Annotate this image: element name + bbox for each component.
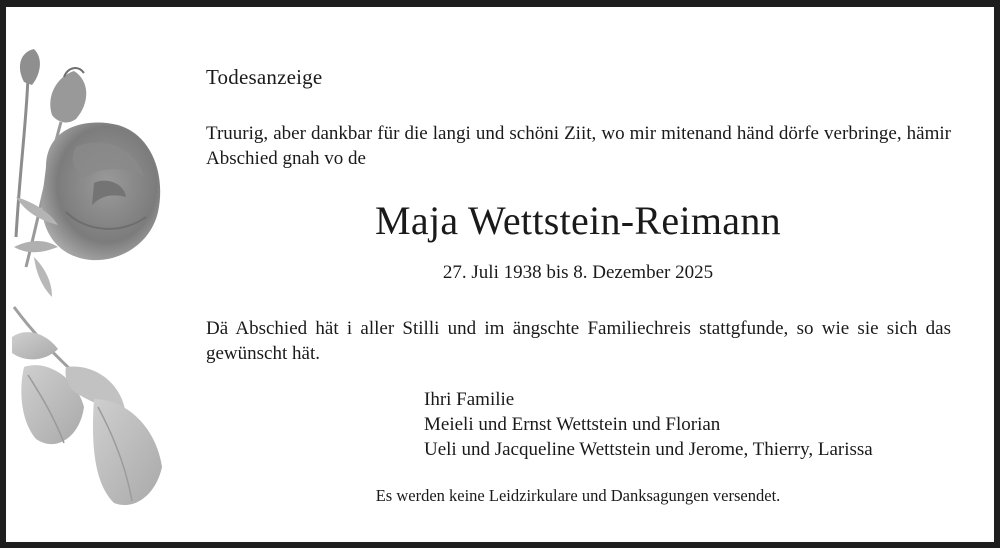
family-line: Ihri Familie [424, 389, 515, 410]
family-signature [424, 387, 873, 462]
notice-heading: Todesanzeige [206, 65, 323, 89]
life-dates: 27. Juli 1938 bis 8. Dezember 2025 [442, 262, 714, 283]
deceased-name: Maja Wettstein-Reimann [375, 198, 781, 243]
family-line: Ueli und Jacqueline Wettstein und Jerome, Thierry, Larissa [424, 439, 873, 460]
intro-text: Truurig, aber dankbar für die langi und schöni Ziit, wo mir mitenand händ dörfe verbringe, hämir Abschied gnah vo de [206, 123, 951, 169]
family-line: Meieli und Ernst Wettstein und Florian [424, 414, 721, 435]
footer-note: Es werden keine Leidzirkulare und Danksagungen versendet. [375, 486, 781, 505]
farewell-text: Dä Abschied hät i aller Stilli und im ängschte Familiechreis stattgfunde, so wie sie sich das gewünscht hät. [206, 318, 951, 364]
